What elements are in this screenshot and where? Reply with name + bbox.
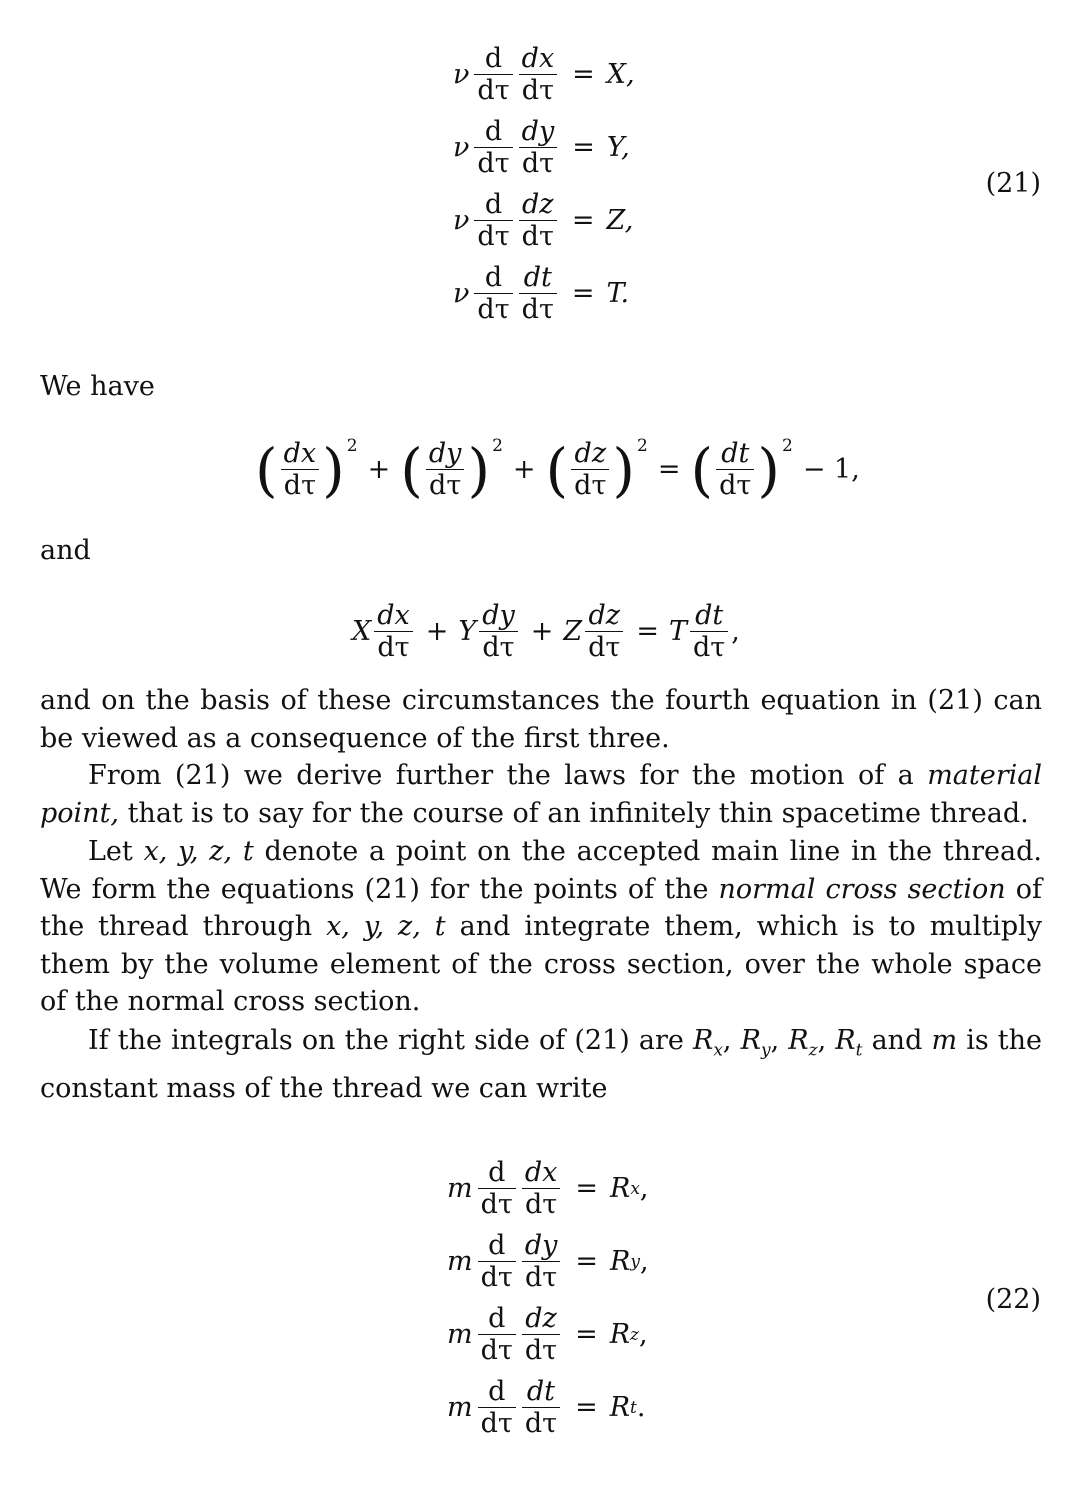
fraction: $\frac{dz}{d\tau}$ bbox=[585, 600, 623, 663]
fraction: $\frac{d}{d\tau}$ bbox=[474, 116, 512, 179]
paragraph-4: If the integrals on the right side of (21) are $R_x$, $R_y$, $R_z$, $R_t$ and m is the constant mass of the thread we can write bbox=[40, 1025, 1043, 1104]
normalization-equation: ( $\frac{dx}{d\tau}$ ) 2 + ( $\frac{dy}{d\tau}$ ) 2 + ( $\frac{dz}{d\tau}$ ) 2 = ( $\frac{dt}{d\tau}$ ) 2 − 1, bbox=[255, 435, 860, 504]
equation-22-row: m $\frac{d}{d\tau}$ $\frac{dy}{d\tau}$ = R y , bbox=[447, 1229, 649, 1293]
fraction: $\frac{dz}{d\tau}$ bbox=[522, 1303, 560, 1366]
fraction: $\frac{dx}{d\tau}$ bbox=[374, 600, 413, 663]
fraction: $\frac{d}{d\tau}$ bbox=[478, 1376, 516, 1439]
fraction: $\frac{dx}{d\tau}$ bbox=[281, 438, 320, 501]
paragraph-3: Let x, y, z, t denote a point on the accepted main line in the thread. We form the equations (21) for the points of the normal cross section of the thread through x, y, z, t and integrate them, which is to multiply them by the volume element of the cross section, over the whole space of the normal cross section. bbox=[40, 836, 1043, 1017]
equation-number-22: (22) bbox=[985, 1284, 1041, 1315]
equation-22-row: m $\frac{d}{d\tau}$ $\frac{dx}{d\tau}$ = R x , bbox=[447, 1156, 649, 1220]
fraction: $\frac{d}{d\tau}$ bbox=[474, 189, 512, 252]
fraction: $\frac{dz}{d\tau}$ bbox=[571, 438, 609, 501]
fraction: $\frac{dy}{d\tau}$ bbox=[479, 600, 518, 663]
fraction: $\frac{dt}{d\tau}$ bbox=[522, 1376, 560, 1439]
equation-21-row: ν $\frac{d}{d\tau}$ $\frac{dz}{d\tau}$ = Z, bbox=[453, 188, 634, 252]
equation-22-row: m $\frac{d}{d\tau}$ $\frac{dz}{d\tau}$ = R z , bbox=[447, 1302, 648, 1366]
fraction: $\frac{d}{d\tau}$ bbox=[478, 1303, 516, 1366]
fraction: $\frac{d}{d\tau}$ bbox=[474, 43, 512, 106]
equation-number-21: (21) bbox=[985, 168, 1041, 199]
paragraph-1: and on the basis of these circumstances the fourth equation in (21) can be viewed as a consequence of the first three. bbox=[40, 685, 1042, 754]
equation-block-21 bbox=[453, 38, 635, 330]
we-have-text: We have bbox=[40, 371, 155, 402]
equation-block-22 bbox=[447, 1152, 649, 1444]
power-equation: X $\frac{dx}{d\tau}$ + Y $\frac{dy}{d\tau}$ + Z $\frac{dz}{d\tau}$ = T $\frac{dt}{d\tau}$ , bbox=[352, 600, 740, 664]
fraction: $\frac{dt}{d\tau}$ bbox=[690, 600, 728, 663]
equation-21-row: ν $\frac{d}{d\tau}$ $\frac{dy}{d\tau}$ = Y, bbox=[453, 115, 630, 179]
fraction: $\frac{dx}{d\tau}$ bbox=[522, 1157, 561, 1220]
fraction: $\frac{dt}{d\tau}$ bbox=[519, 262, 557, 325]
and-text: and bbox=[40, 535, 91, 566]
fraction: $\frac{dt}{d\tau}$ bbox=[716, 438, 754, 501]
paragraph-2: From (21) we derive further the laws for the motion of a material point, that is to say for the course of an infinitely thin spacetime thread. bbox=[40, 760, 1042, 829]
equation-21-row: ν $\frac{d}{d\tau}$ $\frac{dt}{d\tau}$ = T. bbox=[453, 261, 630, 325]
fraction: $\frac{dz}{d\tau}$ bbox=[519, 189, 557, 252]
fraction: $\frac{dx}{d\tau}$ bbox=[519, 43, 558, 106]
equation-21-row: ν $\frac{d}{d\tau}$ $\frac{dx}{d\tau}$ = X, bbox=[453, 42, 635, 106]
equation-22-row: m $\frac{d}{d\tau}$ $\frac{dt}{d\tau}$ = R t . bbox=[447, 1375, 646, 1439]
fraction: $\frac{d}{d\tau}$ bbox=[474, 262, 512, 325]
fraction: $\frac{dy}{d\tau}$ bbox=[519, 116, 558, 179]
fraction: $\frac{dy}{d\tau}$ bbox=[522, 1230, 561, 1293]
fraction: $\frac{dy}{d\tau}$ bbox=[426, 438, 465, 501]
fraction: $\frac{d}{d\tau}$ bbox=[478, 1230, 516, 1293]
fraction: $\frac{d}{d\tau}$ bbox=[478, 1157, 516, 1220]
